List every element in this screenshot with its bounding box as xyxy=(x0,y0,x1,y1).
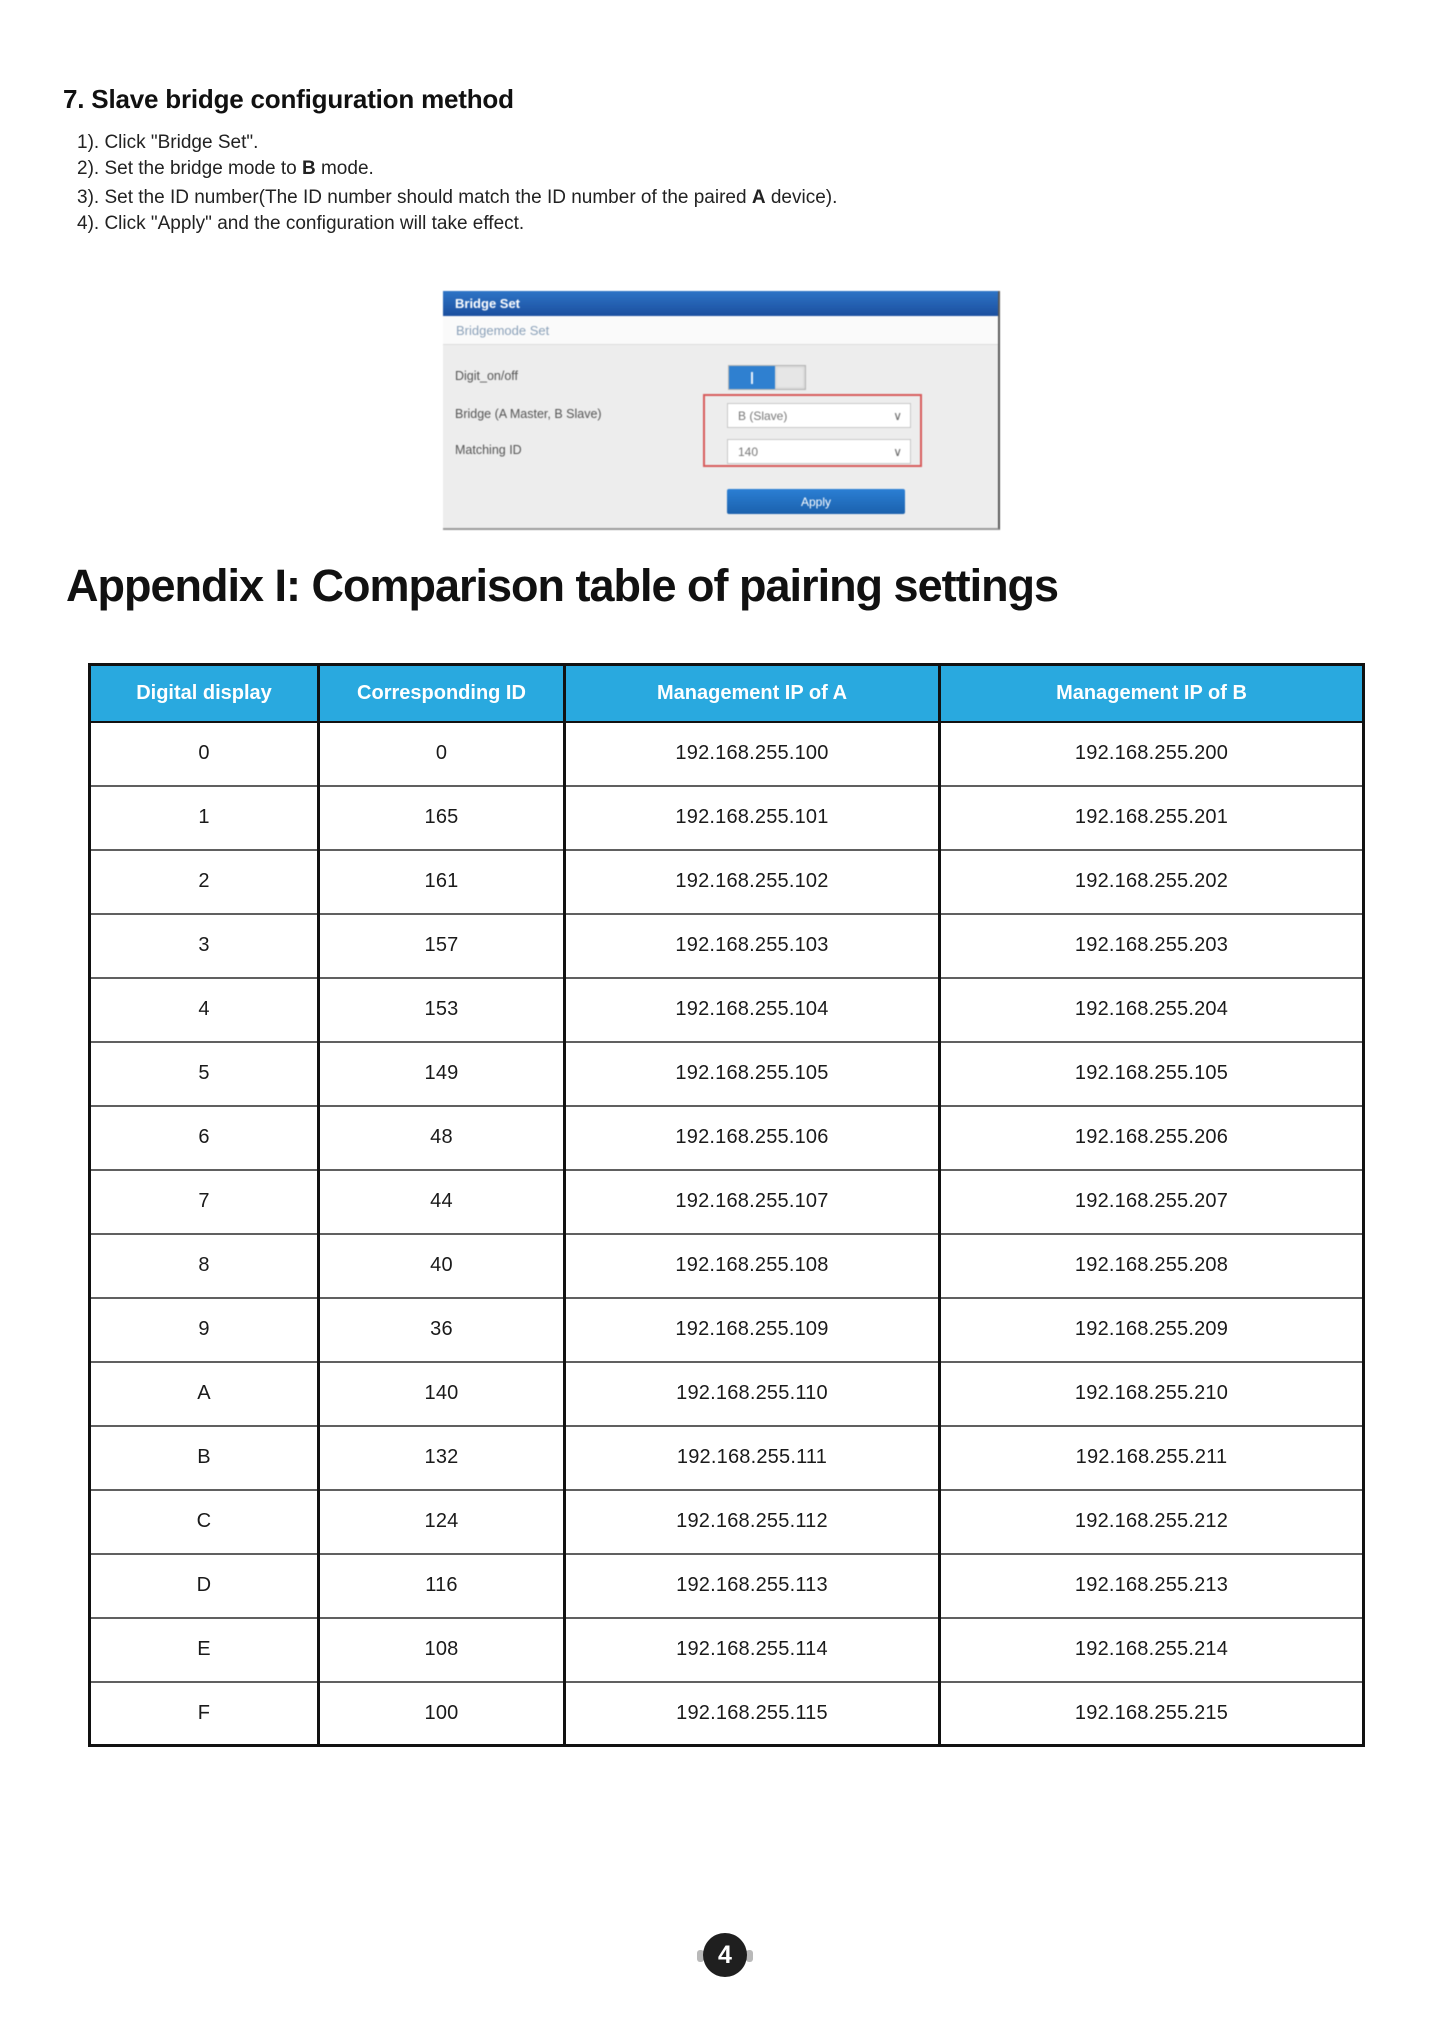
table-row xyxy=(90,1170,1364,1234)
table-cell: 165 xyxy=(319,786,565,850)
table-cell: 40 xyxy=(319,1234,565,1298)
table-row xyxy=(90,1298,1364,1362)
step-3 xyxy=(77,186,1163,210)
table-cell: 192.168.255.105 xyxy=(940,1042,1364,1106)
table-cell: 100 xyxy=(319,1682,565,1746)
table-header-cell: Management IP of B xyxy=(940,665,1364,722)
table-cell: 192.168.255.103 xyxy=(565,914,940,978)
matching-id-label: Matching ID xyxy=(455,443,522,457)
table-cell: 124 xyxy=(319,1490,565,1554)
step-bold: B xyxy=(301,158,316,179)
table-cell: 36 xyxy=(319,1298,565,1362)
table-cell: 192.168.255.104 xyxy=(565,978,940,1042)
table-cell: 192.168.255.107 xyxy=(565,1170,940,1234)
table-cell: 161 xyxy=(319,850,565,914)
table-row xyxy=(90,1106,1364,1170)
table-header-cell: Management IP of A xyxy=(565,665,940,722)
tab-bridgemode-set[interactable]: Bridgemode Set xyxy=(456,323,550,338)
table-cell: 192.168.255.209 xyxy=(940,1298,1364,1362)
table-cell: 192.168.255.202 xyxy=(940,850,1364,914)
table-cell: 192.168.255.213 xyxy=(940,1554,1364,1618)
toggle-on-segment xyxy=(729,366,775,389)
step-4 xyxy=(77,212,1163,236)
table-cell: 192.168.255.200 xyxy=(940,722,1364,786)
table-header-cell: Digital display xyxy=(90,665,319,722)
table-cell: 192.168.255.110 xyxy=(565,1362,940,1426)
table-cell: 108 xyxy=(319,1618,565,1682)
appendix-title: Appendix I: Comparison table of pairing settings xyxy=(66,560,1059,611)
step-list xyxy=(77,131,1163,236)
digit-onoff-label: Digit_on/off xyxy=(455,369,519,383)
section-title: 7. Slave bridge configuration method xyxy=(63,84,514,114)
table-cell: A xyxy=(90,1362,319,1426)
table-cell: 192.168.255.206 xyxy=(940,1106,1364,1170)
badge-right-nub xyxy=(746,1950,753,1962)
table-row xyxy=(90,978,1364,1042)
table-cell: 192.168.255.210 xyxy=(940,1362,1364,1426)
table-cell: F xyxy=(90,1682,319,1746)
table-row xyxy=(90,1234,1364,1298)
table-cell: B xyxy=(90,1426,319,1490)
step-text: 1). Click "Bridge Set". xyxy=(77,132,259,153)
table-cell: 192.168.255.204 xyxy=(940,978,1364,1042)
table-cell: 192.168.255.105 xyxy=(565,1042,940,1106)
table-header-row xyxy=(90,665,1364,722)
table-cell: 140 xyxy=(319,1362,565,1426)
table-cell: 192.168.255.208 xyxy=(940,1234,1364,1298)
table-row xyxy=(90,1490,1364,1554)
table-cell: 153 xyxy=(319,978,565,1042)
bridge-mode-select[interactable] xyxy=(727,403,911,428)
table-header-cell: Corresponding ID xyxy=(319,665,565,722)
toggle-off-segment xyxy=(775,366,805,389)
pairing-comparison-table xyxy=(88,663,1365,1747)
chevron-down-icon: ∨ xyxy=(893,408,902,423)
table-cell: 44 xyxy=(319,1170,565,1234)
table-cell: 192.168.255.106 xyxy=(565,1106,940,1170)
table-cell: 192.168.255.207 xyxy=(940,1170,1364,1234)
table-row xyxy=(90,1362,1364,1426)
table-cell: 192.168.255.114 xyxy=(565,1618,940,1682)
table-cell: 9 xyxy=(90,1298,319,1362)
table-cell: 192.168.255.108 xyxy=(565,1234,940,1298)
bridge-mode-value: B (Slave) xyxy=(738,408,788,423)
table-cell: 192.168.255.211 xyxy=(940,1426,1364,1490)
table-cell: 192.168.255.201 xyxy=(940,786,1364,850)
table-cell: 5 xyxy=(90,1042,319,1106)
table-cell: 8 xyxy=(90,1234,319,1298)
table-cell: 192.168.255.212 xyxy=(940,1490,1364,1554)
chevron-down-icon: ∨ xyxy=(893,444,902,459)
table-cell: 7 xyxy=(90,1170,319,1234)
table-cell: 157 xyxy=(319,914,565,978)
slave-bridge-section xyxy=(63,84,1163,238)
table-cell: 4 xyxy=(90,978,319,1042)
table-row xyxy=(90,722,1364,786)
table-row xyxy=(90,1426,1364,1490)
table-row xyxy=(90,914,1364,978)
table-body xyxy=(90,722,1364,1746)
matching-id-select[interactable] xyxy=(727,439,911,464)
table-cell: 3 xyxy=(90,914,319,978)
dialog-tab-strip xyxy=(443,316,998,345)
toggle-indicator-icon xyxy=(751,372,753,384)
bridge-set-dialog-screenshot xyxy=(443,291,1000,530)
table-cell: E xyxy=(90,1618,319,1682)
step-text: mode. xyxy=(315,158,374,179)
table-row xyxy=(90,786,1364,850)
table-head xyxy=(90,665,1364,722)
table-cell: 192.168.255.101 xyxy=(565,786,940,850)
bridge-mode-label: Bridge (A Master, B Slave) xyxy=(455,407,602,421)
table-cell: 192.168.255.115 xyxy=(565,1682,940,1746)
table-cell: 192.168.255.109 xyxy=(565,1298,940,1362)
table-cell: 2 xyxy=(90,850,319,914)
table-cell: 48 xyxy=(319,1106,565,1170)
table-cell: 149 xyxy=(319,1042,565,1106)
dialog-title-bar xyxy=(443,291,998,316)
table-cell: 192.168.255.100 xyxy=(565,722,940,786)
table-cell: 192.168.255.113 xyxy=(565,1554,940,1618)
page-number-badge: 4 xyxy=(703,1933,747,1977)
table-cell: 0 xyxy=(90,722,319,786)
apply-button[interactable]: Apply xyxy=(727,489,905,514)
table-row xyxy=(90,1554,1364,1618)
table-cell: 0 xyxy=(319,722,565,786)
table-row xyxy=(90,850,1364,914)
table-cell: 192.168.255.203 xyxy=(940,914,1364,978)
table-cell: 1 xyxy=(90,786,319,850)
step-text: 4). Click "Apply" and the configuration will take effect. xyxy=(77,213,525,234)
table-cell: D xyxy=(90,1554,319,1618)
step-text: 2). Set the bridge mode to xyxy=(77,158,302,179)
table-row xyxy=(90,1618,1364,1682)
table-cell: 192.168.255.102 xyxy=(565,850,940,914)
table-cell: 6 xyxy=(90,1106,319,1170)
table-cell: 192.168.255.215 xyxy=(940,1682,1364,1746)
table-row xyxy=(90,1682,1364,1746)
table-cell: C xyxy=(90,1490,319,1554)
step-bold: A xyxy=(751,187,766,208)
table-row xyxy=(90,1042,1364,1106)
table-cell: 192.168.255.214 xyxy=(940,1618,1364,1682)
digit-onoff-toggle[interactable] xyxy=(728,365,806,390)
step-2 xyxy=(77,157,1163,181)
step-text: 3). Set the ID number(The ID number should match the ID number of the paired xyxy=(77,187,752,208)
table-cell: 192.168.255.111 xyxy=(565,1426,940,1490)
table-cell: 116 xyxy=(319,1554,565,1618)
table-cell: 192.168.255.112 xyxy=(565,1490,940,1554)
matching-id-value: 140 xyxy=(738,444,759,459)
table-cell: 132 xyxy=(319,1426,565,1490)
dialog-title: Bridge Set xyxy=(455,296,521,311)
step-text: device). xyxy=(765,187,838,208)
step-1 xyxy=(77,131,1163,155)
